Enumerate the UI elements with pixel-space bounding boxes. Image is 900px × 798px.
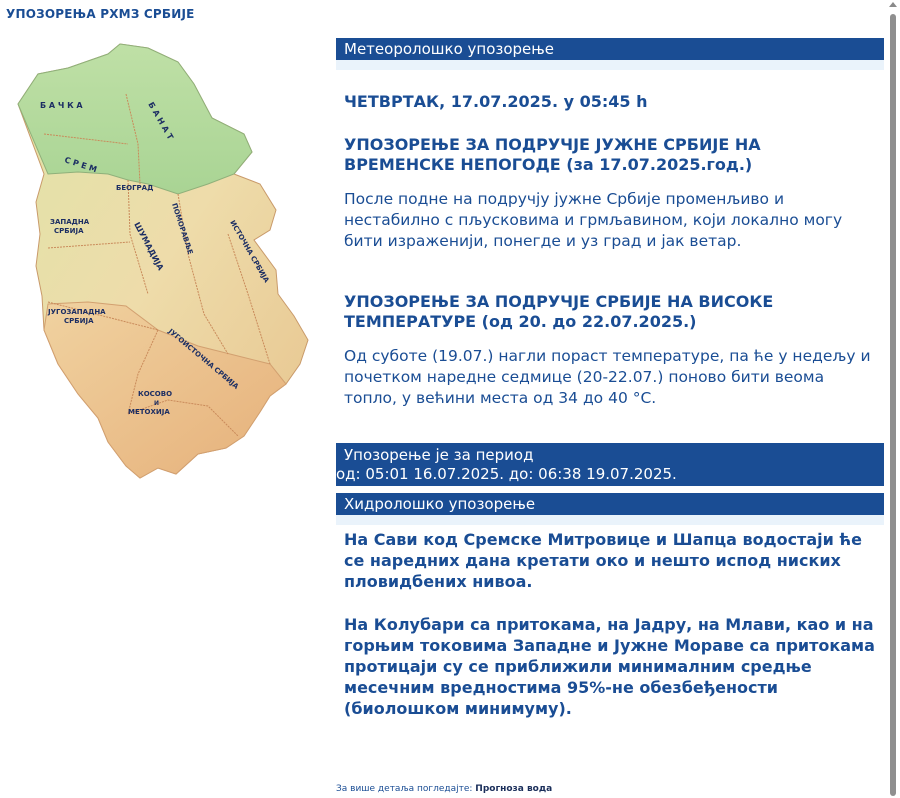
label-backa: Б А Ч К А [40,101,83,110]
label-metohija: МЕТОХИЈА [128,408,170,416]
label-zapadna: ЗАПАДНА [50,218,90,226]
label-i: И [154,400,160,407]
hydro-paragraph: На Колубари са притокама, на Јадру, на Млави, као и на горњим токовима Западне и Јужне Мораве са притокама протицаји су се приближили минималним средње месечним вредностима 95%-не обезбеђености (биолошком минимуму). [344,615,875,718]
vertical-scrollbar[interactable] [887,0,900,798]
warnings-panel [336,38,884,741]
vojvodina-region [18,44,252,194]
warning-text: Од суботе (19.07.) нагли пораст температуре, па ће у недељу и почетком наредне седмице (20-22.07.) поново бити веома топло, у већини места од 34 до 40 °C. [344,347,871,407]
meteo-body [336,70,884,461]
hydro-strip [336,515,884,525]
serbia-regions-map[interactable] [8,34,326,484]
label-banat: Б А Н А Т [146,100,175,142]
footer-text: За више детаља погледајте: [336,784,476,794]
meteo-header: Метеоролошко упозорење [336,38,884,60]
warning-text: После подне на подручју јужне Србије променљиво и нестабилно с пљусковима и грмљавином, који локално могу бити израженији, понегде и уз град и јак ветар. [344,190,843,250]
label-istocna: ИСТОЧНА СРБИЈА [228,219,271,285]
scroll-up-arrow-icon[interactable] [889,2,897,7]
period-bar [336,443,884,486]
label-jugozapadna: ЈУГОЗАПАДНА [48,308,106,316]
meteo-strip [336,60,884,70]
label-jugozapadna-2: СРБИЈА [64,317,94,325]
label-srem: С Р Е М [63,155,99,175]
hydro-paragraph: На Сави код Сремске Митровице и Шапца водостаји ће се наредних дана кретати око и нешто испод ниских пловидбених нивоа. [344,530,862,591]
label-pomoravlje: ПОМОРАВЉЕ [170,202,195,256]
water-forecast-link[interactable]: Прогноза вода [475,784,553,794]
meteo-datetime: ЧЕТВРТАК, 17.07.2025. у 05:45 h [344,92,648,111]
label-sumadija: ШУМАДИЈА [132,220,166,272]
label-zapadna-2: СРБИЈА [54,227,84,235]
label-beograd: БЕОГРАД [116,184,154,192]
warning-title: УПОЗОРЕЊЕ ЗА ПОДРУЧЈЕ ЈУЖНЕ СРБИЈЕ НА ВРЕМЕНСКЕ НЕПОГОДЕ (за 17.07.2025.год.) [344,135,761,174]
warning-title: УПОЗОРЕЊЕ ЗА ПОДРУЧЈЕ СРБИЈЕ НА ВИСОКЕ ТЕМПЕРАТУРЕ (од 20. до 22.07.2025.) [344,292,774,331]
label-kosovo: КОСОВО [138,390,173,398]
hydro-body [336,525,884,719]
page-title: УПОЗОРЕЊА РХМЗ СРБИЈЕ [6,7,195,21]
period-label: Упозорење је за период [344,446,534,464]
scroll-thumb[interactable] [890,14,896,796]
hydro-header: Хидролошко упозорење [336,493,884,515]
footer [336,784,552,794]
period-range: од: 05:01 16.07.2025. до: 06:38 19.07.2025. [336,465,677,483]
label-jugoistocna: ЈУГОИСТОЧНА СРБИЈА [166,327,241,391]
